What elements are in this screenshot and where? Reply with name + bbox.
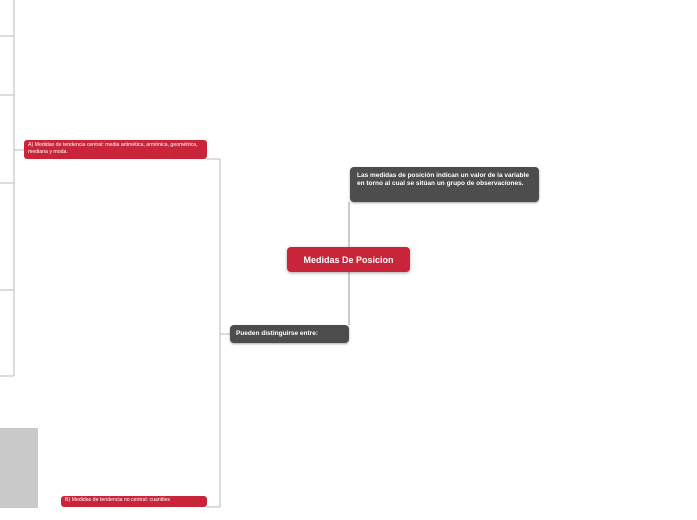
partial-note-text: [0, 438, 36, 489]
topic-non-central-tendency-text: B) Medidas de tendencia no central: cuantiles: [65, 497, 170, 503]
partial-note-node[interactable]: [0, 428, 38, 508]
definition-node[interactable]: [350, 167, 539, 202]
central-topic-label: Medidas De Posicion: [303, 254, 394, 265]
definition-text: Las medidas de posición indican un valor de la variable en torno al cual se sitúan un grupo de observaciones.: [357, 172, 529, 187]
central-topic[interactable]: [287, 247, 410, 272]
topic-central-tendency[interactable]: [24, 140, 207, 159]
topic-non-central-tendency[interactable]: [61, 496, 207, 507]
topic-central-tendency-text: A) Medidas de tendencia central: media aritmética, armónica, geométrica, mediana y moda.: [28, 142, 198, 155]
distinguish-label: Pueden distinguirse entre:: [236, 330, 318, 338]
distinguish-node[interactable]: [230, 325, 349, 343]
